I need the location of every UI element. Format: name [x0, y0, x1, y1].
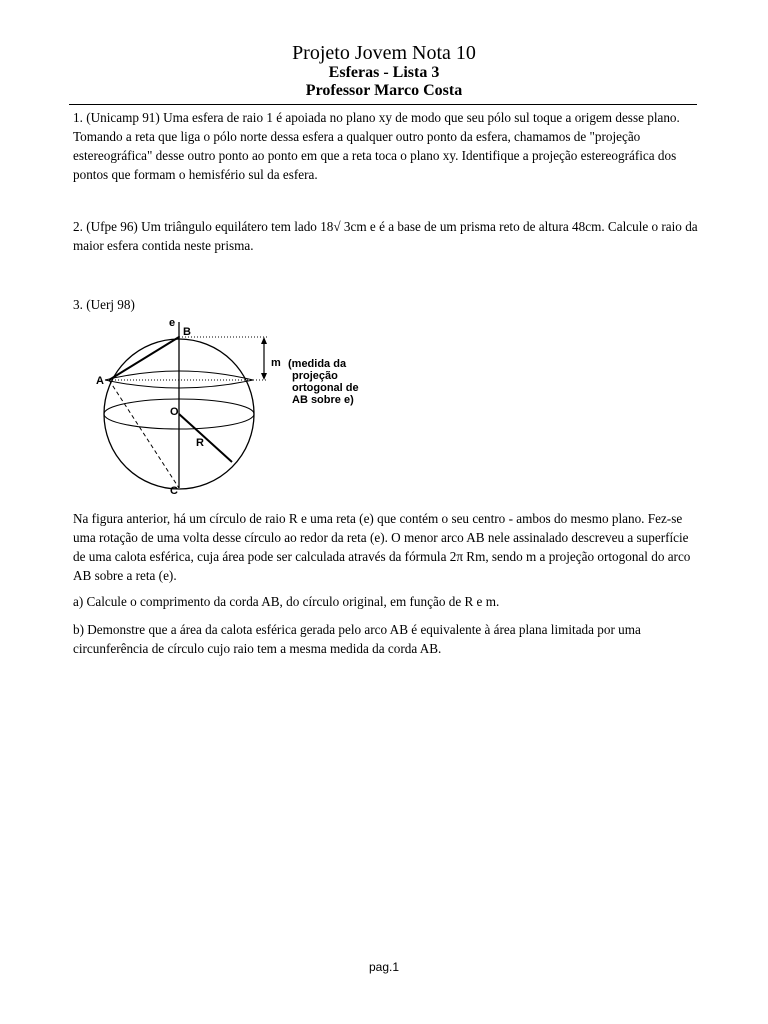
- annotation-line-2: projeção: [292, 370, 338, 382]
- annotation-line-3: ortogonal de: [292, 382, 359, 394]
- m-arrow-top: [261, 337, 267, 344]
- document-header: [0, 42, 768, 100]
- m-arrow-bottom: [261, 373, 267, 380]
- label-r: R: [196, 437, 204, 449]
- question-3-part-a: a) Calcule o comprimento da corda AB, do círculo original, em função de R e m.: [73, 594, 500, 609]
- sphere-figure: [88, 312, 388, 508]
- question-3-heading: 3. (Uerj 98): [73, 297, 135, 312]
- label-a: A: [96, 375, 104, 387]
- list-subtitle: Esferas - Lista 3: [328, 64, 440, 81]
- question-2: 2. (Ufpe 96) Um triângulo equilátero tem lado 18√ 3cm e é a base de um prisma reto de altura 48cm. Calcule o raio da maior esfera contida neste prisma.: [73, 219, 698, 253]
- label-e: e: [169, 317, 176, 329]
- label-b: B: [183, 326, 191, 338]
- question-3-part-b: b) Demonstre que a área da calota esférica gerada pelo arco AB é equivalente à área plana limitada por uma circunferência de círculo cujo raio tem a mesma medida da corda AB.: [73, 622, 641, 656]
- label-o: O: [170, 406, 179, 418]
- dashed-line-ac: [109, 380, 179, 488]
- annotation-line-1: (medida da: [288, 358, 347, 370]
- document-title: Projeto Jovem Nota 10: [292, 42, 476, 64]
- label-c: C: [170, 485, 178, 497]
- radius-r: [179, 414, 232, 462]
- label-m: m: [271, 357, 281, 369]
- page-number: pag.1: [368, 960, 400, 974]
- header-divider: [69, 104, 697, 105]
- question-1: 1. (Unicamp 91) Uma esfera de raio 1 é apoiada no plano xy de modo que seu pólo sul toque a origem desse plano. Tomando a reta que liga o pólo norte dessa esfera a qualquer outro ponto da esfera, chamamos de "projeção estereográfica" desse outro ponto ao ponto em que a reta toca o plano xy. Identifique a projeção estereográfica dos pontos que formam o hemisfério sul da esfera.: [73, 110, 680, 182]
- chord-ab: [109, 337, 179, 380]
- annotation-line-4: AB sobre e): [292, 394, 354, 406]
- professor-name: Professor Marco Costa: [305, 82, 463, 99]
- question-3-text: Na figura anterior, há um círculo de raio R e uma reta (e) que contém o seu centro - ambos do mesmo plano. Fez-se uma rotação de uma volta desse círculo ao redor da reta (e). O menor arco AB nele assinalado descreveu a superfície de uma calota esférica, cuja área pode ser calculada através da fórmula 2π Rm, sendo m a projeção ortogonal do arco AB sobre a reta (e).: [73, 511, 691, 583]
